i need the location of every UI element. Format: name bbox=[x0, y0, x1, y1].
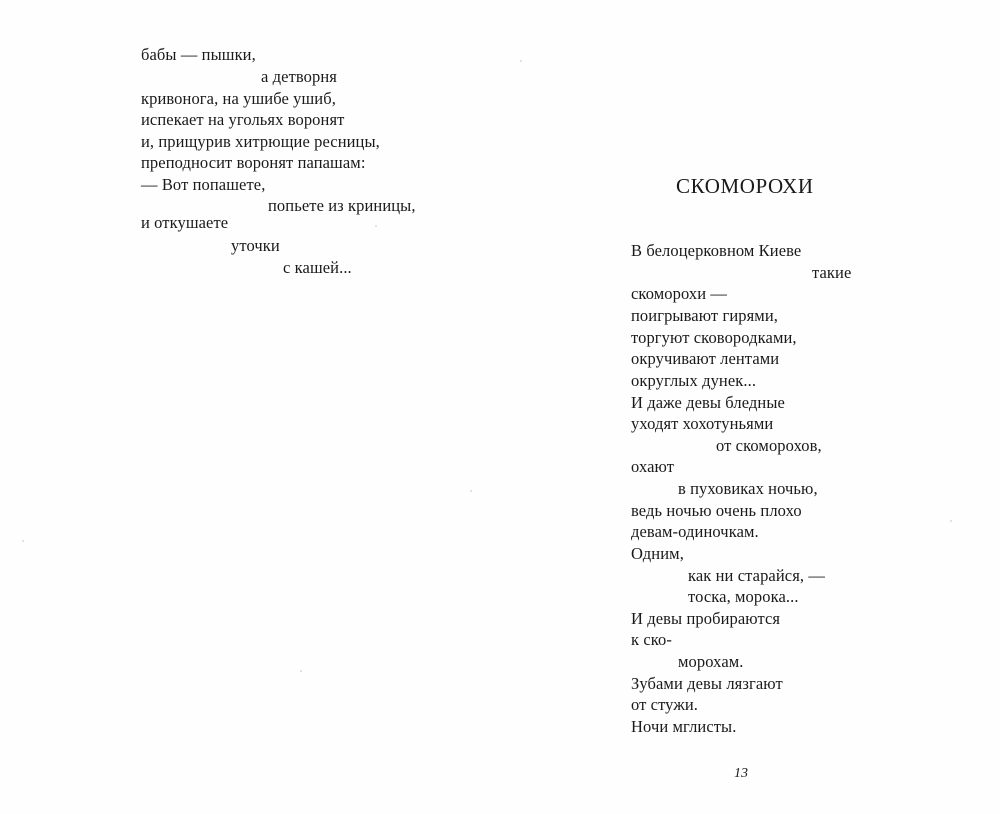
paper-speck bbox=[520, 60, 522, 62]
poem-line: ведь ночью очень плохо bbox=[631, 501, 802, 520]
poem-line: уходят хохотуньями bbox=[631, 414, 774, 433]
paper-speck bbox=[470, 490, 472, 492]
paper-speck bbox=[22, 540, 24, 542]
poem-line: с кашей... bbox=[283, 258, 352, 277]
poem-line: окручивают лентами bbox=[631, 349, 780, 368]
poem-line: охают bbox=[631, 457, 675, 476]
poem-line: в пуховиках ночью, bbox=[678, 479, 818, 498]
poem-line: кривонога, на ушибе ушиб, bbox=[141, 89, 336, 108]
poem-line: от скоморохов, bbox=[716, 436, 822, 455]
poem-line: И девы пробираются bbox=[631, 609, 781, 628]
poem-line: И даже девы бледные bbox=[631, 393, 785, 412]
poem-line: уточки bbox=[231, 236, 280, 255]
poem-line: от стужи. bbox=[631, 695, 698, 714]
paper-speck bbox=[375, 225, 377, 227]
poem-line: торгуют сковородками, bbox=[631, 328, 797, 347]
poem-line: такие bbox=[812, 263, 852, 282]
poem-line: испекает на угольях воронят bbox=[141, 110, 345, 129]
paper-speck bbox=[950, 520, 952, 522]
poem-line: и, прищурив хитрющие ресницы, bbox=[141, 132, 380, 151]
poem-line: преподносит воронят папашам: bbox=[141, 153, 366, 172]
poem-line: поигрывают гирями, bbox=[631, 306, 778, 325]
poem-line: Одним, bbox=[631, 544, 684, 563]
poem-title: СКОМОРОХИ bbox=[676, 174, 814, 198]
poem-line: В белоцерковном Киеве bbox=[631, 241, 802, 260]
poem-line: а детворня bbox=[261, 67, 337, 86]
paper-speck bbox=[300, 670, 302, 672]
poem-line: и откушаете bbox=[141, 213, 229, 232]
poem-line: бабы — пышки, bbox=[141, 45, 256, 64]
poem-line: тоска, морока... bbox=[688, 587, 799, 606]
page-number: 13 bbox=[734, 766, 748, 781]
poem-line: морохам. bbox=[678, 652, 744, 671]
poem-line: Зубами девы лязгают bbox=[631, 674, 783, 693]
poem-line: к ско- bbox=[631, 630, 672, 649]
poem-line: округлых дунек... bbox=[631, 371, 757, 390]
poem-line: девам-одиночкам. bbox=[631, 522, 759, 541]
poem-line: Ночи мглисты. bbox=[631, 717, 737, 736]
poem-line: — Вот попашете, bbox=[141, 175, 266, 194]
poem-line: скоморохи — bbox=[631, 284, 728, 303]
poem-line: попьете из криницы, bbox=[268, 196, 416, 215]
poem-line: как ни старайся, — bbox=[688, 566, 825, 585]
